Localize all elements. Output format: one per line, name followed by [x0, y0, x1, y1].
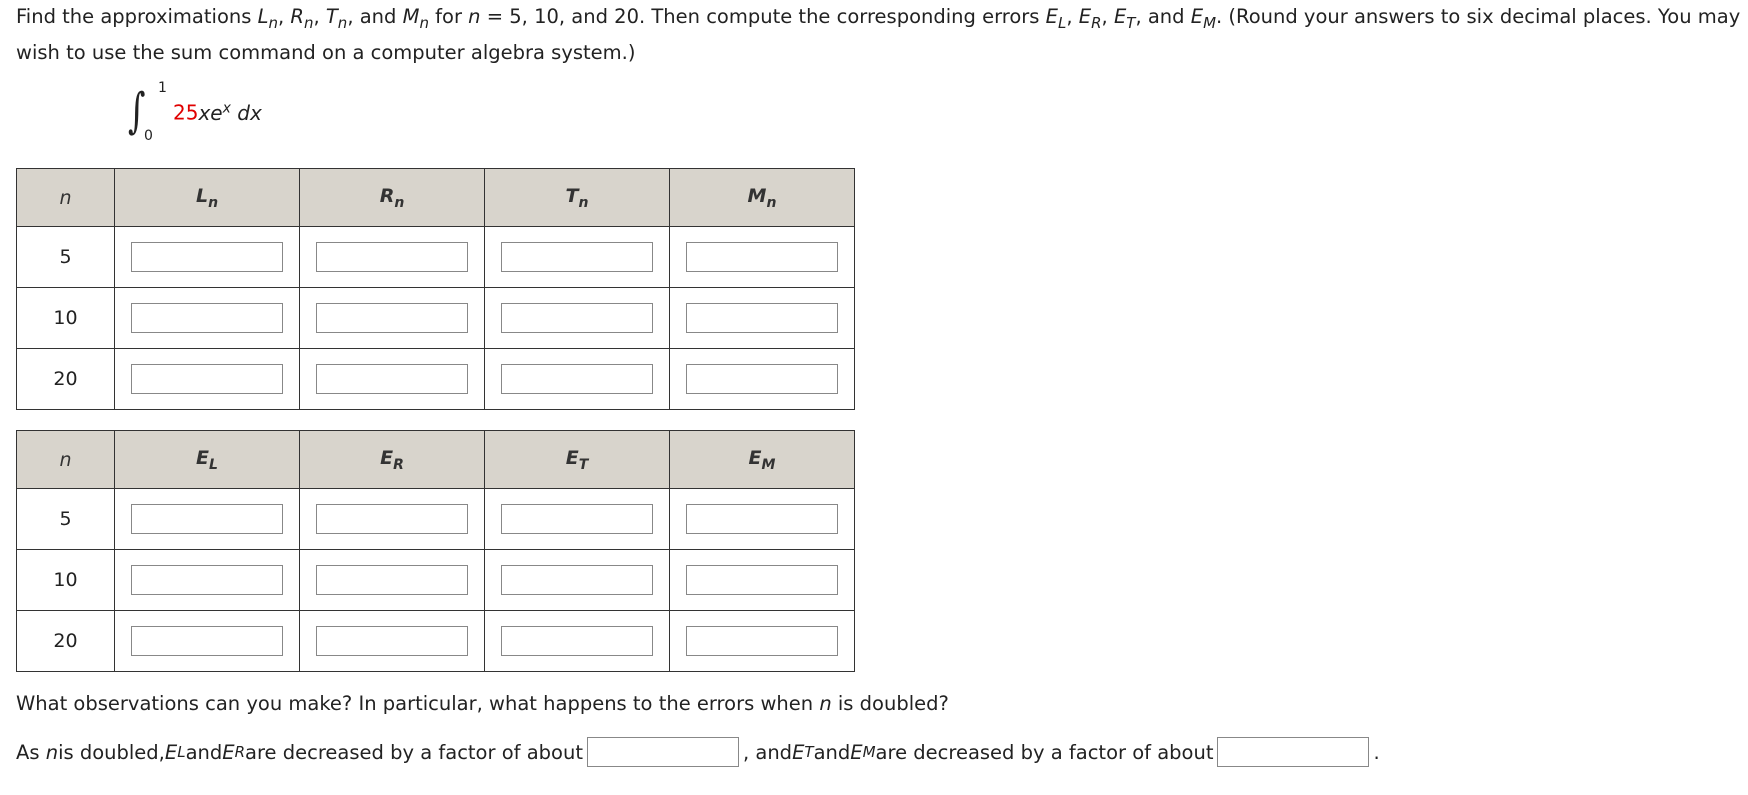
input-EM-5[interactable]: [686, 504, 838, 534]
table-row: [17, 550, 855, 611]
input-Rn-10[interactable]: [316, 303, 468, 333]
input-Mn-5[interactable]: [686, 242, 838, 272]
table-row: [17, 288, 855, 349]
input-ER-5[interactable]: [316, 504, 468, 534]
header-ET: $E_T$: [485, 431, 670, 489]
row-n-value: 20: [17, 611, 115, 672]
input-Tn-10[interactable]: [501, 303, 653, 333]
observation-question: What observations can you make? In particular, what happens to the errors when n is doubled?: [16, 692, 949, 715]
input-ET-20[interactable]: [501, 626, 653, 656]
header-Tn: $T_n$: [485, 169, 670, 227]
errors-table: [16, 430, 855, 672]
input-EM-10[interactable]: [686, 565, 838, 595]
approximations-table: [16, 168, 855, 410]
row-n-value: 10: [17, 550, 115, 611]
input-Ln-5[interactable]: [131, 242, 283, 272]
problem-statement: Find the approximations $L_n$, $R_n$, $T_n$, and $M_n$ for n = 5, 10, and 20. Then compute the corresponding errors $E_L$, $E_R$, $E_T$, and $E_M$. (Round your answers to six decimal places. You may wish to use the sum command on a computer algebra system.): [16, 5, 1741, 64]
input-Rn-20[interactable]: [316, 364, 468, 394]
input-Ln-20[interactable]: [131, 364, 283, 394]
input-EL-5[interactable]: [131, 504, 283, 534]
integral-lower-limit: 0: [144, 128, 153, 144]
observation-answer: As n is doubled, E L and E R are decreased by a factor of about , and E T and E M are decreased by a factor of about .: [16, 737, 1380, 767]
header-Ln: $L_n$: [115, 169, 300, 227]
row-n-value: 10: [17, 288, 115, 349]
header-EL: $E_L$: [115, 431, 300, 489]
input-Tn-20[interactable]: [501, 364, 653, 394]
input-EL-20[interactable]: [131, 626, 283, 656]
row-n-value: 5: [17, 227, 115, 288]
input-ER-10[interactable]: [316, 565, 468, 595]
table-row: [17, 611, 855, 672]
input-Rn-5[interactable]: [316, 242, 468, 272]
integrand-coefficient: 25: [173, 100, 199, 125]
header-EM: $E_M$: [670, 431, 855, 489]
input-ER-20[interactable]: [316, 626, 468, 656]
table-header-row: [17, 169, 855, 227]
input-Tn-5[interactable]: [501, 242, 653, 272]
integrand: $25xe^x$ dx: [173, 100, 262, 125]
table-row: [17, 349, 855, 410]
factor-input-trap-mid[interactable]: [1217, 737, 1369, 767]
header-n: n: [17, 431, 115, 489]
input-Ln-10[interactable]: [131, 303, 283, 333]
header-Mn: $M_n$: [670, 169, 855, 227]
input-ET-5[interactable]: [501, 504, 653, 534]
table-row: [17, 489, 855, 550]
integral-expression: [128, 80, 328, 142]
input-EM-20[interactable]: [686, 626, 838, 656]
input-ET-10[interactable]: [501, 565, 653, 595]
header-Rn: $R_n$: [300, 169, 485, 227]
input-Mn-10[interactable]: [686, 303, 838, 333]
input-EL-10[interactable]: [131, 565, 283, 595]
header-ER: $E_R$: [300, 431, 485, 489]
table-row: [17, 227, 855, 288]
row-n-value: 20: [17, 349, 115, 410]
integral-upper-limit: 1: [158, 80, 167, 96]
row-n-value: 5: [17, 489, 115, 550]
input-Mn-20[interactable]: [686, 364, 838, 394]
integral-sign: ∫: [128, 83, 146, 139]
factor-input-left-right[interactable]: [587, 737, 739, 767]
table-header-row: [17, 431, 855, 489]
header-n: n: [17, 169, 115, 227]
